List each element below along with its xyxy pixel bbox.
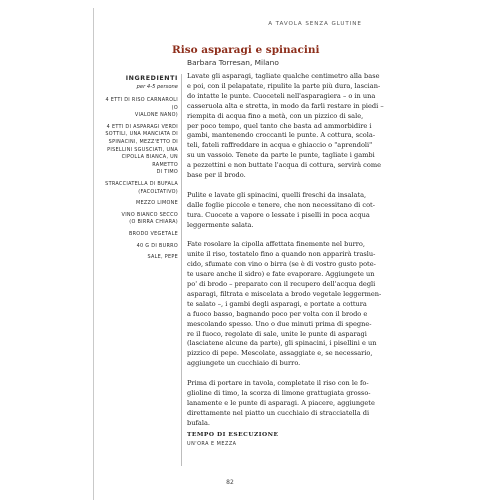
text-line: dalle foglie piccole e tenere, che non necessitano di cot- xyxy=(187,200,375,209)
text-line: te usare anche il sidro) e fate evaporare. Aggiungete un xyxy=(187,270,375,279)
text-line: unite il riso, tostatelo fino a quando non apparirà traslu- xyxy=(187,250,376,259)
text-line: (lasciatene alcune da parte), gli spinacini, i pisellini e un xyxy=(187,339,377,348)
ingredients-heading: INGREDIENTI xyxy=(125,75,178,82)
text-line: Prima di portare in tavola, completate il riso con le fo- xyxy=(187,379,369,388)
margin-rule xyxy=(93,8,94,500)
text-line: direttamente nel piatto un cucchiaio di stracciatella di xyxy=(187,408,370,417)
text-line: te salato –, i gambi degli asparagi, e portate a cottura xyxy=(187,299,367,308)
ingredients-list xyxy=(98,97,178,262)
text-line: do intatte le punte. Cuoceteli nell'asparagiera – o in una xyxy=(187,91,376,100)
ingredient-line: MEZZO LIMONE xyxy=(136,200,178,207)
ingredient-line: STRACCIATELLA DI BUFALA xyxy=(105,180,178,187)
text-line: casseruola alta e stretta, in modo da farli restare in piedi – xyxy=(187,101,384,110)
recipe-title: Riso asparagi e spinacini xyxy=(172,44,320,56)
text-line: per poco tempo, quel tanto che basta ad ammorbidire i xyxy=(187,121,372,130)
ingredient-line: 40 G DI BURRO xyxy=(136,242,178,249)
text-line: e poi, con il pelapatate, ripulite la parte più dura, lascian- xyxy=(187,81,381,90)
text-line: su un vassoio. Tenete da parte le punte, tagliate i gambi xyxy=(187,151,375,160)
text-line: teli, fateli raffreddare in acqua e ghiaccio o "aprendoli" xyxy=(187,141,373,150)
ingredients-serves: per 4-5 persone xyxy=(136,84,178,90)
ingredient-line: 4 ETTI DI ASPARAGI VERDI xyxy=(106,123,178,130)
text-line: lanamente e le punte di asparagi. A piacere, aggiungete xyxy=(187,398,375,407)
text-line: aggiungete un cucchiaio di burro. xyxy=(187,359,301,368)
tempo-value: UN'ORA E MEZZA xyxy=(187,441,237,447)
ingredient-line: (O BIRRA CHIARA) xyxy=(129,219,178,226)
text-line: asparagi, filtrata e miscelata a brodo vegetale leggermen- xyxy=(187,289,382,298)
text-line: glioline di timo, la scorza di limone grattugiata grosso- xyxy=(187,388,371,397)
ingredient-item xyxy=(98,181,178,196)
ingredient-item xyxy=(98,124,178,177)
ingredient-item xyxy=(98,254,178,262)
text-line: bufala. xyxy=(187,418,210,427)
method-text xyxy=(187,72,395,429)
text-line: cido, sfumate con vino o birra (se è di vostro gusto pote- xyxy=(187,260,376,269)
method-paragraph xyxy=(187,72,395,181)
ingredient-line: VINO BIANCO SECCO xyxy=(121,211,178,218)
method-paragraph xyxy=(187,379,395,429)
ingredient-line: BRODO VEGETALE xyxy=(128,230,178,237)
text-line: re il fuoco, regolate di sale, unite le punte di asparagi xyxy=(187,329,367,338)
text-line: pizzico di pepe. Mescolate, assaggiate e, se necessario, xyxy=(187,349,373,358)
page-number: 82 xyxy=(226,479,234,486)
ingredient-line: 4 ETTI DI RISO CARNAROLI (O xyxy=(105,97,178,111)
ingredient-item xyxy=(98,231,178,239)
text-line: base per il brodo. xyxy=(187,171,246,180)
ingredient-item xyxy=(98,97,178,120)
ingredient-item xyxy=(98,243,178,251)
text-line: riempita di acqua fino a metà, con un pizzico di sale, xyxy=(187,111,364,120)
text-line: mescolando spesso. Uno o due minuti prima di spegne- xyxy=(187,319,372,328)
running-head: A TAVOLA SENZA GLUTINE xyxy=(268,21,362,27)
text-line: Pulite e lavate gli spinacini, quelli freschi da insalata, xyxy=(187,190,367,199)
method-paragraph xyxy=(187,191,395,231)
method-paragraph xyxy=(187,240,395,369)
text-line: gambi, mantenendo croccanti le punte. A cottura, scola- xyxy=(187,131,376,140)
text-line: Lavate gli asparagi, tagliate qualche centimetro alla base xyxy=(187,72,380,80)
text-line: a pezzettini e non buttate l'acqua di cottura, servirà come xyxy=(187,161,381,170)
ingredient-line: SALE, PEPE xyxy=(147,254,178,261)
text-line: tura. Cuocete a vapore o lessate i piselli in poca acqua xyxy=(187,210,370,219)
column-divider xyxy=(181,74,182,466)
paragraph-gap xyxy=(187,369,395,379)
ingredient-item xyxy=(98,200,178,208)
ingredient-line: CIPOLLA BIANCA, UN RAMETTO xyxy=(121,154,178,168)
text-line: a fuoco basso, bagnando poco per volta con il brodo e xyxy=(187,309,368,318)
tempo-heading: TEMPO DI ESECUZIONE xyxy=(187,431,279,438)
text-line: po' di brodo – preparato con il recupero dell'acqua degli xyxy=(187,280,376,288)
paragraph-gap xyxy=(187,181,395,191)
ingredient-line: (FACOLTATIVO) xyxy=(138,188,178,195)
ingredient-line: VIALONE NANO) xyxy=(134,112,178,119)
ingredients-column xyxy=(98,74,178,262)
ingredient-line: PISELLINI SGUSCIATI, UNA xyxy=(107,146,178,153)
text-line: leggermente salata. xyxy=(187,220,254,229)
ingredient-line: DI TIMO xyxy=(156,169,178,176)
paragraph-gap xyxy=(187,230,395,240)
text-line: Fate rosolare la cipolla affettata finemente nel burro, xyxy=(187,240,365,249)
ingredient-line: SOTTILI, UNA MANCIATA DI xyxy=(105,131,178,138)
ingredient-line: SPINACINI, MEZZ'ETTO DI xyxy=(108,138,178,145)
ingredient-item xyxy=(98,212,178,227)
recipe-author: Barbara Torresan, Milano xyxy=(187,58,279,67)
